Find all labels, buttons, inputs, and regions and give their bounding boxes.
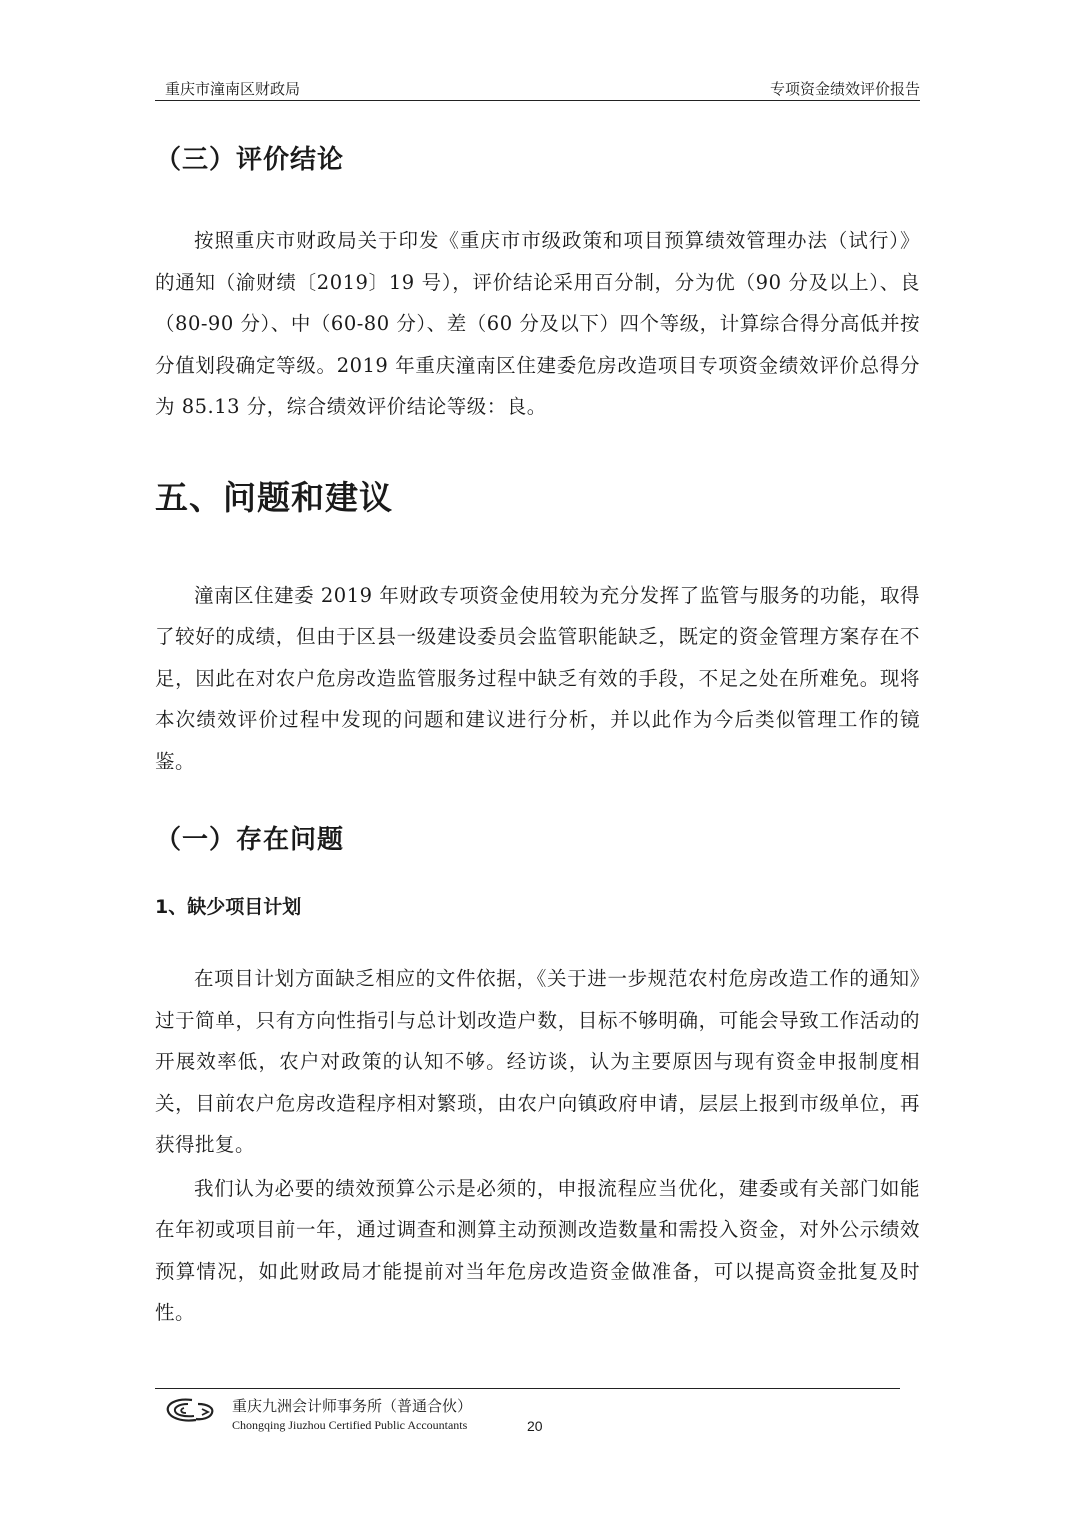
page-header [155, 74, 920, 101]
issue-1-heading: 1、缺少项目计划 [155, 896, 302, 918]
conclusion-heading: （三）评价结论 [155, 145, 345, 175]
footer-firm-name-en: Chongqing Jiuzhou Certified Public Accountants [232, 1418, 468, 1432]
chapter-intro-paragraph: 潼南区住建委 2019 年财政专项资金使用较为充分发挥了监管与服务的功能，取得了较好的成绩，但由于区县一级建设委员会监管职能缺乏，既定的资金管理方案存在不足，因此在对农户危房改造监管服务过程中缺乏有效的手段，不足之处在所难免。现将本次绩效评价过程中发现的问题和建议进行分析，并以此作为今后类似管理工作的镜鉴。 [155, 583, 920, 773]
chapter-heading: 五、问题和建议 [155, 477, 393, 517]
issue-1-paragraph-1: 在项目计划方面缺乏相应的文件依据，《关于进一步规范农村危房改造工作的通知》过于简单，只有方向性指引与总计划改造户数，目标不够明确，可能会导致工作活动的开展效率低，农户对政策的认知不够。经访谈，认为主要原因与现有资金申报制度相关，目前农户危房改造程序相对繁琐，由农户向镇政府申请，层层上报到市级单位，再获得批复。 [155, 967, 920, 1156]
firm-logo-icon [162, 1394, 220, 1428]
page-content [155, 140, 920, 1334]
header-report-title: 专项资金绩效评价报告 [769, 80, 920, 98]
conclusion-paragraph: 按照重庆市财政局关于印发《重庆市市级政策和项目预算绩效管理办法（试行）》的通知（渝财绩〔2019〕19 号），评价结论采用百分制，分为优（90 分及以上）、良（80-90 分）、中（60-80 分）、差（60 分及以下）四个等级，计算综合得分高低并按分值划段确定等级。2019 年重庆潼南区住建委危房改造项目专项资金绩效评价总得分为 85.13 分，综合绩效评价结论等级：良。 [155, 229, 920, 418]
page-number: 20 [527, 1418, 543, 1434]
issues-heading: （一）存在问题 [155, 825, 345, 855]
footer-divider [155, 1388, 900, 1389]
issue-1-paragraph-2: 我们认为必要的绩效预算公示是必须的，申报流程应当优化，建委或有关部门如能在年初或项目前一年，通过调查和测算主动预测改造数量和需投入资金，对外公示绩效预算情况，如此财政局才能提前对当年危房改造资金做准备，可以提高资金批复及时性。 [155, 1176, 920, 1324]
header-org: 重庆市潼南区财政局 [165, 80, 301, 98]
footer-firm-name: 重庆九洲会计师事务所（普通合伙） [232, 1397, 473, 1415]
